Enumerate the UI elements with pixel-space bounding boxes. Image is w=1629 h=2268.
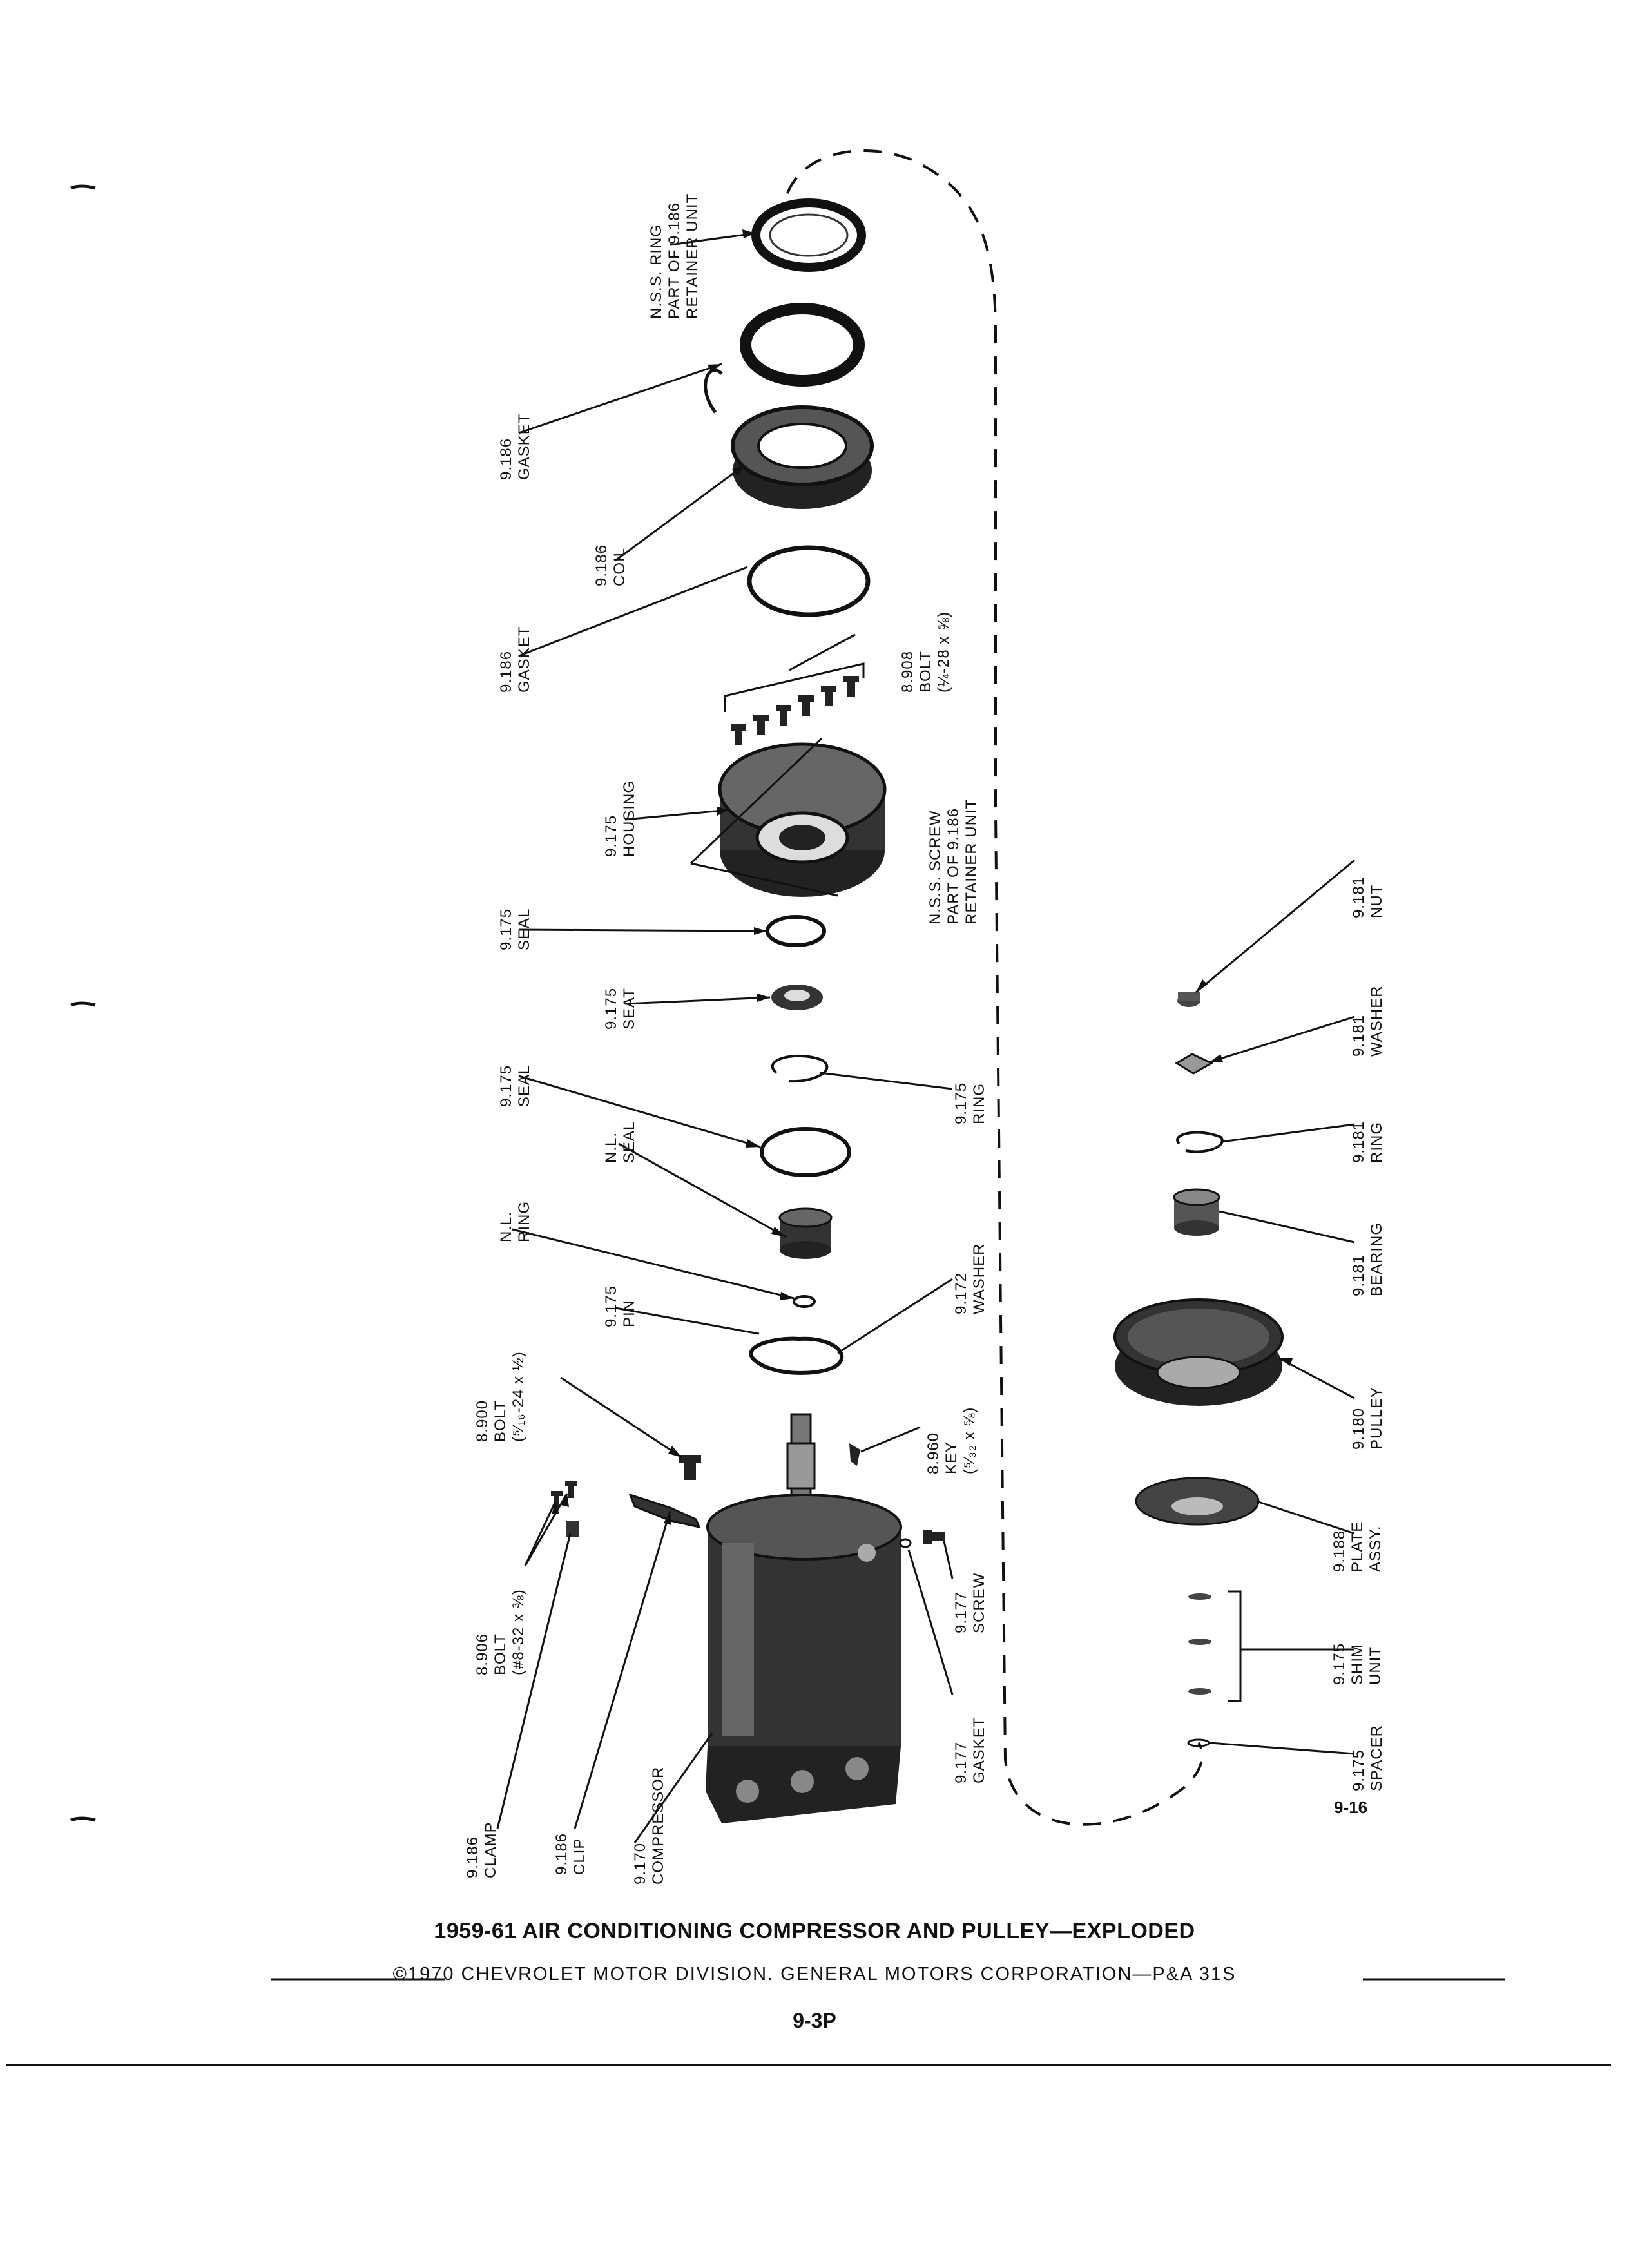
label-key: 8.960 KEY (⁵⁄₃₂ x ⅝) bbox=[925, 1407, 978, 1474]
nss-ring-part bbox=[756, 203, 862, 267]
label-ring-181: 9.181 RING bbox=[1350, 1120, 1385, 1163]
coil-part bbox=[706, 370, 872, 509]
bearing-part bbox=[1174, 1189, 1219, 1236]
label-pin: 9.175 PIN bbox=[602, 1285, 638, 1327]
seal-175-part bbox=[762, 1129, 849, 1175]
label-bolt-8900: 8.900 BOLT (⁵⁄₁₆-24 x ½) bbox=[474, 1351, 527, 1442]
nl-seal-part bbox=[780, 1209, 831, 1259]
label-nl-ring: N.L. RING bbox=[497, 1201, 533, 1242]
label-nl-seal: N.L. SEAL bbox=[602, 1120, 638, 1163]
label-nss-screw: N.S.S. SCREW PART OF 9.186 RETAINER UNIT bbox=[927, 798, 980, 925]
label-coil: 9.186 COIL bbox=[593, 544, 628, 586]
ring-181-part bbox=[1177, 1133, 1222, 1152]
label-washer-172: 9.172 WASHER bbox=[952, 1243, 988, 1314]
label-bolt-8906: 8.906 BOLT (#8-32 x ⅜) bbox=[474, 1589, 527, 1675]
label-shim: 9.175 SHIM UNIT bbox=[1331, 1642, 1384, 1685]
label-spacer: 9.175 SPACER bbox=[1350, 1725, 1385, 1791]
nl-ring-part bbox=[794, 1296, 815, 1307]
leader-lines bbox=[497, 233, 1354, 1843]
shim-unit-part bbox=[1188, 1593, 1211, 1695]
gasket-lower-part bbox=[749, 548, 868, 615]
compressor-part bbox=[706, 1414, 901, 1823]
plate-assy-part bbox=[1136, 1478, 1258, 1524]
label-screw-177: 9.177 SCREW bbox=[952, 1572, 988, 1633]
label-seat: 9.175 SEAT bbox=[602, 987, 638, 1030]
page-number: 9-3P bbox=[793, 2009, 836, 2032]
label-housing: 9.175 HOUSING bbox=[602, 780, 638, 857]
copyright-line: ©1970 CHEVROLET MOTOR DIVISION. GENERAL MOTORS CORPORATION—P&A 31S bbox=[392, 1964, 1237, 1984]
bolt-8900-part bbox=[679, 1455, 701, 1480]
label-gasket-lower: 9.186 GASKET bbox=[497, 626, 533, 693]
label-gasket-top: 9.186 GASKET bbox=[497, 413, 533, 480]
washer-181-part bbox=[1177, 1054, 1211, 1073]
label-clamp: 9.186 CLAMP bbox=[464, 1821, 499, 1878]
label-seal-175-top: 9.175 SEAL bbox=[497, 908, 533, 950]
pulley-part bbox=[1115, 1300, 1282, 1406]
label-ring-175: 9.175 RING bbox=[952, 1082, 988, 1124]
figure-number: 9-16 bbox=[1334, 1798, 1368, 1817]
gasket-177-part bbox=[900, 1539, 911, 1547]
label-bearing: 9.181 BEARING bbox=[1350, 1222, 1385, 1296]
label-nut: 9.181 NUT bbox=[1350, 876, 1385, 918]
label-plate: 9.188 PLATE ASSY. bbox=[1331, 1521, 1384, 1572]
seat-part bbox=[771, 985, 823, 1010]
page-title: 1959-61 AIR CONDITIONING COMPRESSOR AND PULLEY—EXPLODED bbox=[434, 1919, 1195, 1943]
margin-marks bbox=[71, 186, 95, 1820]
label-seal-175: 9.175 SEAL bbox=[497, 1064, 533, 1107]
label-nss-ring: N.S.S. RING PART OF 9.186 RETAINER UNIT bbox=[648, 193, 701, 319]
screw-177-part bbox=[923, 1530, 945, 1544]
bottom-rule bbox=[0, 2062, 1629, 2068]
label-bolt-8908: 8.908 BOLT (¼-28 x ⅝) bbox=[899, 611, 952, 693]
housing-part bbox=[720, 744, 885, 897]
label-pulley: 9.180 PULLEY bbox=[1350, 1386, 1385, 1450]
clamp-part bbox=[566, 1521, 579, 1537]
label-washer-181: 9.181 WASHER bbox=[1350, 985, 1385, 1057]
bolts-8908-part bbox=[731, 676, 859, 745]
key-part bbox=[849, 1443, 860, 1466]
washer-172-part bbox=[751, 1339, 842, 1373]
seal-175-top-part bbox=[767, 917, 824, 945]
nut-part bbox=[1177, 992, 1200, 1007]
gasket-top-part bbox=[746, 309, 859, 381]
ring-175-part bbox=[773, 1056, 827, 1081]
label-compressor: 9.170 COMPRESSOR bbox=[631, 1766, 667, 1885]
label-clip: 9.186 CLIP bbox=[553, 1832, 588, 1875]
label-gasket-177: 9.177 GASKET bbox=[952, 1716, 988, 1783]
